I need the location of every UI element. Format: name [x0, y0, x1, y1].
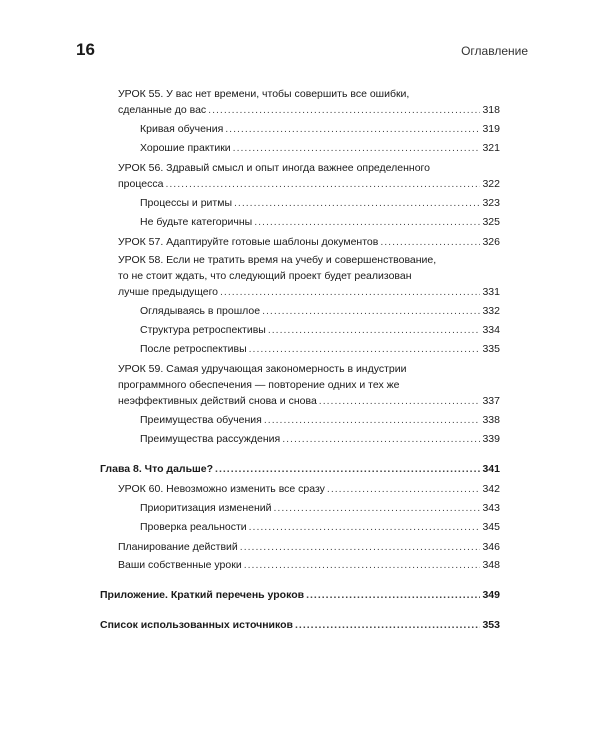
table-of-contents: [100, 84, 500, 633]
toc-page-number: 346: [482, 541, 500, 553]
toc-page-number: 353: [482, 619, 500, 631]
toc-entry[interactable]: [118, 160, 500, 192]
toc-page-number: 339: [482, 433, 500, 445]
toc-entry-title: УРОК 57. Адаптируйте готовые шаблоны документов: [118, 236, 379, 248]
toc-entry-title: Оглядываясь в прошлое: [140, 305, 261, 317]
toc-entry-title-line: УРОК 58. Если не тратить время на учебу и совершенствование,: [118, 254, 437, 266]
toc-page-number: 348: [482, 559, 500, 571]
running-head: Оглавление: [461, 44, 528, 58]
dot-leader: [220, 284, 480, 300]
dot-leader: [244, 557, 481, 573]
toc-entry[interactable]: [140, 431, 500, 447]
dot-leader: [208, 102, 480, 118]
toc-page-number: 332: [482, 305, 500, 317]
toc-page-number: 319: [482, 123, 500, 135]
toc-entry[interactable]: [118, 539, 500, 555]
toc-entry-title: процесса: [118, 178, 164, 190]
toc-entry-title: Глава 8. Что дальше?: [100, 463, 214, 475]
toc-page-number: 345: [482, 521, 500, 533]
toc-entry[interactable]: [118, 361, 500, 409]
toc-entry[interactable]: [140, 519, 500, 535]
toc-entry-title: УРОК 60. Невозможно изменить все сразу: [118, 483, 325, 495]
toc-page-number: 341: [482, 463, 500, 475]
toc-page-number: 323: [482, 197, 500, 209]
toc-entry[interactable]: [140, 140, 500, 156]
toc-entry[interactable]: [140, 303, 500, 319]
dot-leader: [215, 461, 480, 477]
toc-page-number: 334: [482, 324, 500, 336]
toc-entry-title: сделанные до вас: [118, 104, 207, 116]
toc-entry-title: После ретроспективы: [140, 343, 247, 355]
toc-entry-title: Приложение. Краткий перечень уроков: [100, 589, 305, 601]
toc-entry[interactable]: [118, 557, 500, 573]
dot-leader: [282, 431, 480, 447]
toc-entry-title: Преимущества рассуждения: [140, 433, 281, 445]
toc-page-number: 318: [482, 104, 500, 116]
dot-leader: [380, 234, 480, 250]
dot-leader: [262, 303, 480, 319]
dot-leader: [240, 539, 481, 555]
dot-leader: [165, 176, 480, 192]
toc-entry-title: Список использованных источников: [100, 619, 293, 631]
toc-entry[interactable]: [100, 617, 500, 633]
toc-entry-title: Планирование действий: [118, 541, 238, 553]
dot-leader: [254, 214, 480, 230]
toc-entry-title: Кривая обучения: [140, 123, 224, 135]
dot-leader: [249, 341, 481, 357]
toc-entry-title: Структура ретроспективы: [140, 324, 266, 336]
toc-entry-title: Проверка реальности: [140, 521, 247, 533]
toc-entry[interactable]: [118, 252, 500, 300]
toc-entry-title: Преимущества обучения: [140, 414, 262, 426]
toc-entry[interactable]: [140, 121, 500, 137]
toc-entry-title: Хорошие практики: [140, 142, 231, 154]
dot-leader: [306, 587, 480, 603]
toc-page-number: 331: [482, 286, 500, 298]
dot-leader: [249, 519, 481, 535]
toc-entry[interactable]: [140, 214, 500, 230]
dot-leader: [225, 121, 480, 137]
toc-page-number: 322: [482, 178, 500, 190]
page-header: [76, 38, 528, 62]
toc-page-number: 321: [482, 142, 500, 154]
toc-entry[interactable]: [140, 195, 500, 211]
dot-leader: [274, 500, 481, 516]
toc-page-number: 343: [482, 502, 500, 514]
toc-entry[interactable]: [140, 500, 500, 516]
toc-entry[interactable]: [100, 587, 500, 603]
toc-entry-title-line: то не стоит ждать, что следующий проект будет реализован: [118, 270, 412, 282]
toc-page-number: 349: [482, 589, 500, 601]
toc-entry[interactable]: [118, 86, 500, 118]
toc-entry-title: Процессы и ритмы: [140, 197, 232, 209]
dot-leader: [233, 140, 481, 156]
dot-leader: [295, 617, 480, 633]
dot-leader: [268, 322, 481, 338]
toc-entry[interactable]: [140, 322, 500, 338]
toc-entry-title: неэффективных действий снова и снова: [118, 395, 317, 407]
toc-entry[interactable]: [140, 412, 500, 428]
dot-leader: [264, 412, 481, 428]
toc-entry-title: Ваши собственные уроки: [118, 559, 242, 571]
page-number: 16: [76, 40, 95, 59]
toc-entry-title: лучше предыдущего: [118, 286, 219, 298]
toc-entry-title-line: УРОК 55. У вас нет времени, чтобы совершить все ошибки,: [118, 88, 410, 100]
toc-entry-title-line: программного обеспечения — повторение одних и тех же: [118, 379, 400, 391]
dot-leader: [319, 393, 481, 409]
toc-entry[interactable]: [118, 234, 500, 250]
toc-page-number: 338: [482, 414, 500, 426]
toc-page-number: 342: [482, 483, 500, 495]
toc-page-number: 335: [482, 343, 500, 355]
dot-leader: [327, 481, 481, 497]
toc-page-number: 337: [482, 395, 500, 407]
toc-entry[interactable]: [100, 461, 500, 477]
toc-entry-title-line: УРОК 56. Здравый смысл и опыт иногда важнее определенного: [118, 162, 431, 174]
toc-page-number: 325: [482, 216, 500, 228]
dot-leader: [234, 195, 480, 211]
toc-page-number: 326: [482, 236, 500, 248]
toc-entry[interactable]: [118, 481, 500, 497]
toc-entry-title-line: УРОК 59. Самая удручающая закономерность в индустрии: [118, 363, 407, 375]
toc-entry-title: Не будьте категоричны: [140, 216, 253, 228]
toc-entry[interactable]: [140, 341, 500, 357]
toc-entry-title: Приоритизация изменений: [140, 502, 272, 514]
